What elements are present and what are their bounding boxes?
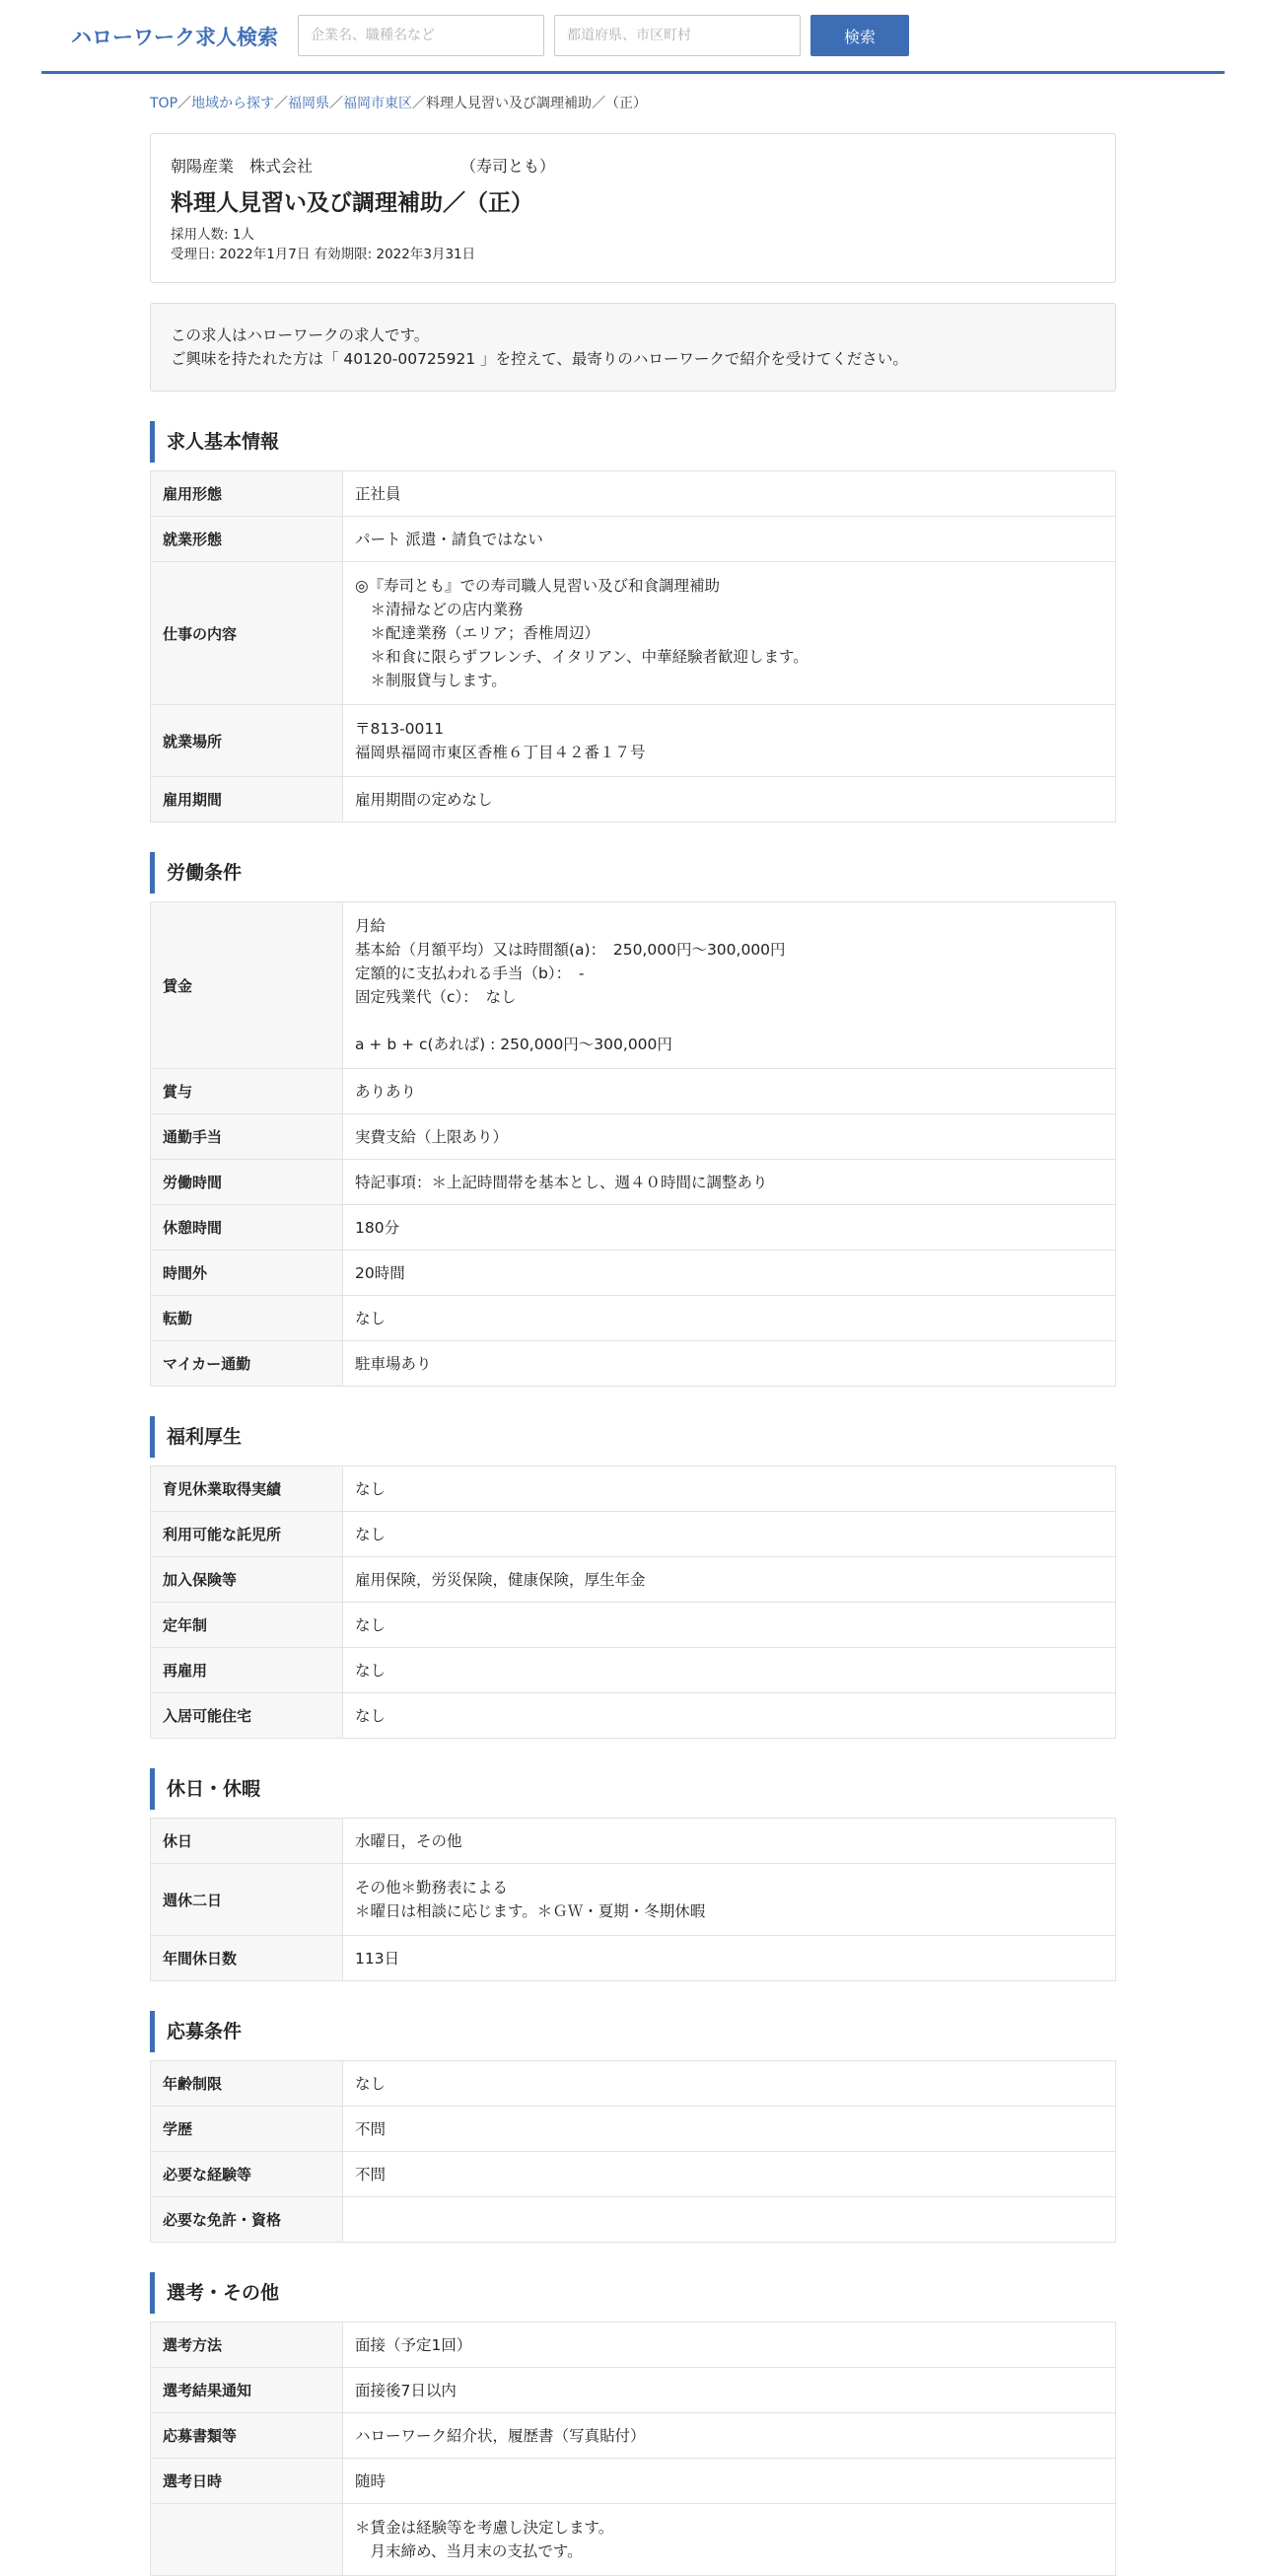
row-label: 雇用形態: [151, 471, 343, 517]
table-row: [151, 1603, 1116, 1648]
row-value: 実費支給（上限あり）: [343, 1114, 1116, 1160]
table-row: [151, 2504, 1116, 2576]
notice-line-1: この求人はハローワークの求人です。: [171, 326, 430, 344]
row-label: 年齢制限: [151, 2061, 343, 2107]
table-row: [151, 471, 1116, 517]
breadcrumb: [150, 94, 1116, 113]
row-value: なし: [343, 2061, 1116, 2107]
row-value: 正社員: [343, 471, 1116, 517]
row-label: 必要な免許・資格: [151, 2197, 343, 2243]
row-value: 雇用期間の定めなし: [343, 777, 1116, 823]
location-search-input[interactable]: [554, 15, 801, 56]
table-row: [151, 2107, 1116, 2152]
breadcrumb-separator: ／: [329, 96, 344, 111]
table-row: [151, 1512, 1116, 1557]
table-row: [151, 2197, 1116, 2243]
row-label: 利用可能な託児所: [151, 1512, 343, 1557]
job-detail-sections: [150, 421, 1116, 2576]
row-value: [343, 2197, 1116, 2243]
table-row: [151, 2152, 1116, 2197]
breadcrumb-separator: ／: [177, 96, 192, 111]
breadcrumb-current: 料理人見習い及び調理補助／（正）: [426, 96, 648, 111]
search-button[interactable]: 検索: [810, 15, 909, 56]
row-label: 入居可能住宅: [151, 1693, 343, 1739]
table-row: [151, 1819, 1116, 1864]
row-value: 月給 基本給（月額平均）又は時間額(a)： 250,000円〜300,000円 定額的に支払われる手当（b）： - 固定残業代（c）： なし a + b + c(あれば) : 250,000円〜300,000円: [343, 902, 1116, 1069]
hire-count: 採用人数: 1人: [171, 227, 254, 243]
row-value: なし: [343, 1467, 1116, 1512]
breadcrumb-prefecture[interactable]: 福岡県: [288, 96, 330, 111]
company-alias: （寿司とも）: [460, 157, 556, 176]
row-label: 仕事の内容: [151, 562, 343, 705]
table-row: [151, 2413, 1116, 2459]
row-value: なし: [343, 1512, 1116, 1557]
row-label: 定年制: [151, 1603, 343, 1648]
notice-line-2: ご興味を持たれた方は「 40120-00725921 」を控えて、最寄りのハローワークで紹介を受けてください。: [171, 350, 908, 368]
row-label: [151, 2504, 343, 2576]
section-title-working-conditions: 労働条件: [150, 852, 1116, 894]
section-table-working-conditions: [150, 901, 1116, 1387]
section-title-application-requirements: 応募条件: [150, 2011, 1116, 2052]
table-row: [151, 2459, 1116, 2504]
table-row: [151, 2368, 1116, 2413]
table-row: [151, 1648, 1116, 1693]
table-row: [151, 1205, 1116, 1251]
keyword-search-input[interactable]: [298, 15, 544, 56]
section-title-holidays: 休日・休暇: [150, 1768, 1116, 1810]
table-row: [151, 1069, 1116, 1114]
table-row: [151, 1557, 1116, 1603]
site-header: [41, 0, 1225, 74]
row-label: 選考結果通知: [151, 2368, 343, 2413]
company-name: 朝陽産業 株式会社: [171, 157, 314, 176]
row-label: 育児休業取得実績: [151, 1467, 343, 1512]
hellowork-notice: [150, 303, 1116, 392]
company-row: [171, 154, 1095, 177]
table-row: [151, 1936, 1116, 1981]
row-value: 180分: [343, 1205, 1116, 1251]
posting-dates: 受理日: 2022年1月7日 有効期限: 2022年3月31日: [171, 247, 476, 262]
row-label: 学歴: [151, 2107, 343, 2152]
section-table-holidays: [150, 1818, 1116, 1981]
row-label: マイカー通勤: [151, 1341, 343, 1387]
breadcrumb-separator: ／: [274, 96, 289, 111]
row-value: ありあり: [343, 1069, 1116, 1114]
table-row: [151, 1341, 1116, 1387]
row-value: なし: [343, 1296, 1116, 1341]
breadcrumb-separator: ／: [412, 96, 427, 111]
row-label: 年間休日数: [151, 1936, 343, 1981]
site-logo[interactable]: ハローワーク求人検索: [71, 26, 278, 49]
table-row: [151, 1160, 1116, 1205]
row-value: ＊賃金は経験等を考慮し決定します。 月末締め、当月末の支払です。: [343, 2504, 1116, 2576]
row-value: 20時間: [343, 1251, 1116, 1296]
row-value: 不問: [343, 2152, 1116, 2197]
row-value: 面接（予定1回）: [343, 2323, 1116, 2368]
row-label: 労働時間: [151, 1160, 343, 1205]
section-table-application-requirements: [150, 2060, 1116, 2243]
row-value: なし: [343, 1693, 1116, 1739]
table-row: [151, 1864, 1116, 1936]
row-value: 不問: [343, 2107, 1116, 2152]
row-value: 〒813-0011 福岡県福岡市東区香椎６丁目４２番１７号: [343, 705, 1116, 777]
row-label: 選考方法: [151, 2323, 343, 2368]
section-table-selection-other: [150, 2322, 1116, 2576]
section-table-basic-info: [150, 470, 1116, 823]
row-value: 特記事項：＊上記時間帯を基本とし、週４０時間に調整あり: [343, 1160, 1116, 1205]
breadcrumb-top[interactable]: TOP: [150, 96, 178, 111]
table-row: [151, 777, 1116, 823]
table-row: [151, 517, 1116, 562]
breadcrumb-city[interactable]: 福岡市東区: [343, 96, 413, 111]
breadcrumb-region-search[interactable]: 地域から探す: [191, 96, 275, 111]
table-row: [151, 1114, 1116, 1160]
row-label: 応募書類等: [151, 2413, 343, 2459]
row-label: 再雇用: [151, 1648, 343, 1693]
table-row: [151, 562, 1116, 705]
table-row: [151, 1296, 1116, 1341]
table-row: [151, 1251, 1116, 1296]
row-value: ハローワーク紹介状，履歴書（写真貼付）: [343, 2413, 1116, 2459]
section-title-selection-other: 選考・その他: [150, 2272, 1116, 2314]
table-row: [151, 2061, 1116, 2107]
row-label: 必要な経験等: [151, 2152, 343, 2197]
row-label: 加入保険等: [151, 1557, 343, 1603]
row-label: 時間外: [151, 1251, 343, 1296]
row-value: その他＊勤務表による ＊曜日は相談に応じます。＊ＧＷ・夏期・冬期休暇: [343, 1864, 1116, 1936]
section-title-basic-info: 求人基本情報: [150, 421, 1116, 463]
row-value: 駐車場あり: [343, 1341, 1116, 1387]
row-value: なし: [343, 1603, 1116, 1648]
row-label: 就業場所: [151, 705, 343, 777]
row-label: 雇用期間: [151, 777, 343, 823]
job-title: 料理人見習い及び調理補助／（正）: [171, 190, 533, 216]
section-title-welfare: 福利厚生: [150, 1416, 1116, 1458]
row-value: 113日: [343, 1936, 1116, 1981]
row-value: ◎『寿司とも』での寿司職人見習い及び和食調理補助 ＊清掃などの店内業務 ＊配達業務（エリア；香椎周辺） ＊和食に限らずフレンチ、イタリアン、中華経験者歓迎します。 ＊制服貸与します。: [343, 562, 1116, 705]
row-value: 随時: [343, 2459, 1116, 2504]
row-label: 通勤手当: [151, 1114, 343, 1160]
row-label: 休憩時間: [151, 1205, 343, 1251]
table-row: [151, 2323, 1116, 2368]
row-label: 賃金: [151, 902, 343, 1069]
row-label: 週休二日: [151, 1864, 343, 1936]
table-row: [151, 705, 1116, 777]
row-value: なし: [343, 1648, 1116, 1693]
main-content: [150, 94, 1116, 2576]
row-value: 面接後7日以内: [343, 2368, 1116, 2413]
table-row: [151, 902, 1116, 1069]
row-label: 選考日時: [151, 2459, 343, 2504]
table-row: [151, 1467, 1116, 1512]
row-label: 就業形態: [151, 517, 343, 562]
section-table-welfare: [150, 1466, 1116, 1739]
row-label: 休日: [151, 1819, 343, 1864]
table-row: [151, 1693, 1116, 1739]
row-value: 雇用保険，労災保険，健康保険，厚生年金: [343, 1557, 1116, 1603]
row-value: 水曜日，その他: [343, 1819, 1116, 1864]
row-label: 賞与: [151, 1069, 343, 1114]
job-title-card: [150, 133, 1116, 283]
row-value: パート 派遣・請負ではない: [343, 517, 1116, 562]
row-label: 転勤: [151, 1296, 343, 1341]
